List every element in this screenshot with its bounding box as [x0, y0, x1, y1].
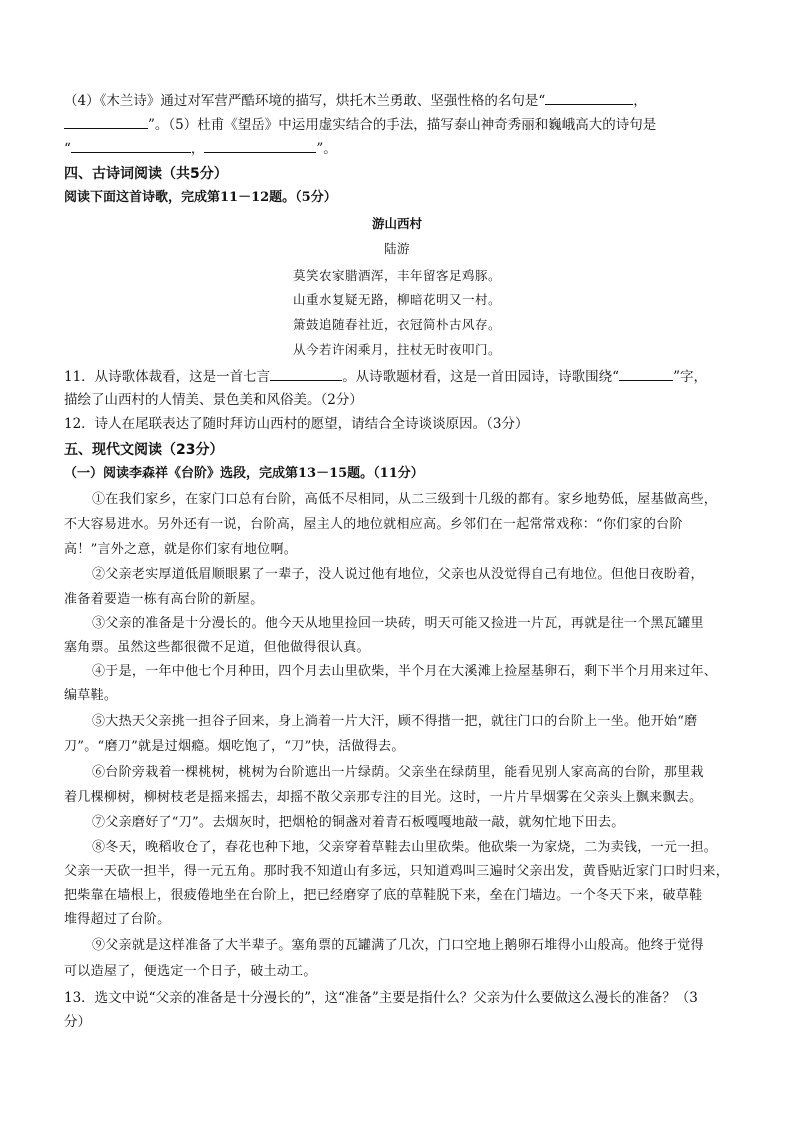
poem-line: 山重水复疑无路，柳暗花明又一村。 [292, 292, 501, 307]
passage-line: 塞角票。虽然这些都很微不足道，但他做得很认真。 [64, 640, 370, 655]
poem-author: 陆游 [383, 241, 410, 256]
passage-line: ⑥台阶旁栽着一棵桃树，桃树为台阶遮出一片绿荫。父亲坐在绿荫里，能看见别人家高高的台阶，那里栽 [92, 765, 704, 780]
q5-comma: ， [190, 141, 205, 157]
answer-blank[interactable] [545, 90, 633, 105]
q4-comma: ， [633, 93, 647, 109]
passage-line: 父亲一天砍一担半，得一元五角。那时我不知道山有多远，只知道鸡叫三遍时父亲出发，黄昏贴近家门口时归来， [64, 864, 730, 879]
passage-line: 刀”。“磨刀”就是过烟瘾。烟吃饱了，“刀”快，活做得去。 [64, 739, 405, 754]
passage-line: 着几棵柳树，柳树枝老是摇来摇去，却摇不散父亲那专注的目光。这时，一片片旱烟雾在父亲头上飘来飘去。 [64, 790, 703, 805]
question-11 [64, 366, 754, 387]
passage-line: ③父亲的准备是十分漫长的。他今天从地里捡回一块砖，明天可能又捡进一片瓦，再就是往一个黑瓦罐里 [92, 616, 704, 631]
poem-line: 莫笑农家腊酒浑，丰年留客足鸡豚。 [292, 268, 501, 283]
question-13: 13．选文中说“父亲的准备是十分漫长的”，这“准备”主要是指什么？父亲为什么要做这么漫长的准备？（3 [64, 990, 698, 1006]
section-4-heading: 四、古诗词阅读（共5分） [64, 166, 228, 182]
section-5-heading: 五、现代文阅读（23分） [64, 442, 224, 458]
answer-blank[interactable] [619, 366, 673, 381]
q5-line [64, 138, 754, 159]
answer-blank[interactable] [71, 138, 191, 153]
poem-line: 箫鼓追随春社近，衣冠简朴古风存。 [292, 317, 501, 332]
q5-text: ”。（5）杜甫《望岳》中运用虚实结合的手法，描写泰山神奇秀丽和巍峨高大的诗句是 [148, 117, 657, 133]
passage-line: 高！”言外之意，就是你们家有地位啊。 [64, 542, 298, 557]
passage-line: ⑤大热天父亲挑一担谷子回来，身上淌着一片大汗，顾不得揩一把，就往门口的台阶上一坐。他开始“磨 [92, 714, 698, 729]
q11-text: ”字， [673, 369, 707, 385]
passage-line: 准备着要造一栋有高台阶的新屋。 [64, 592, 264, 607]
section-5-sub-1: （一）阅读李森祥《台阶》选段，完成第13－15题。（11分） [64, 466, 424, 481]
quote-open: “ [64, 141, 71, 157]
answer-blank[interactable] [64, 114, 148, 129]
passage-line: 编草鞋。 [64, 688, 118, 703]
passage-line: ④于是，一年中他七个月种田，四个月去山里砍柴，半个月在大溪滩上捡屋基卵石，剩下半个月用来过年、 [92, 664, 718, 679]
question-13-cont: 分） [64, 1014, 91, 1030]
passage-line: ⑦父亲磨好了“刀”。去烟灰时，把烟枪的铜盏对着青石板嘎嘎地敲一敲，就匆忙地下田去。 [92, 815, 625, 830]
answer-blank[interactable] [204, 138, 316, 153]
passage-line: 堆得超过了台阶。 [64, 912, 171, 927]
q11-text: 。从诗歌题材看，这是一首田园诗，诗歌围绕“ [342, 369, 620, 385]
poem-line: 从今若许闲乘月，拄杖无时夜叩门。 [292, 342, 501, 357]
question-11-cont: 描绘了山西村的人情美、景色美和风俗美。（2分） [64, 392, 363, 408]
passage-line: ②父亲老实厚道低眉顺眼累了一辈子，没人说过他有地位，父亲也从没觉得自己有地位。但他日夜盼着， [92, 567, 704, 582]
q4-text: （4）《木兰诗》通过对军营严酷环境的描写，烘托木兰勇敢、坚强性格的名句是“ [64, 93, 546, 109]
answer-blank[interactable] [270, 366, 342, 381]
quote-close: ”。 [316, 141, 337, 157]
q4-line-2 [64, 114, 754, 135]
q11-text: 11．从诗歌体裁看，这是一首七言 [64, 369, 271, 385]
section-4-instruction: 阅读下面这首诗歌，完成第11－12题。（5分） [64, 190, 337, 205]
passage-line: 可以造屋了，便选定一个日子，破土动工。 [64, 964, 317, 979]
passage-line: ①在我们家乡，在家门口总有台阶，高低不尽相同，从二三级到十几级的都有。家乡地势低，屋基做高些， [92, 492, 718, 507]
passage-line: ⑨父亲就是这样准备了大半辈子。塞角票的瓦罐满了几次，门口空地上鹅卵石堆得小山般高。他终于觉得 [92, 938, 704, 953]
poem-title: 游山西村 [371, 216, 422, 231]
passage-line: 不大容易进水。另外还有一说，台阶高，屋主人的地位就相应高。乡邻们在一起常常戏称：“你们家的台阶 [64, 517, 683, 532]
passage-line: ⑧冬天，晚稻收仓了，春花也种下地，父亲穿着草鞋去山里砍柴。他砍柴一为家烧，二为卖钱，一元一担。 [92, 840, 718, 855]
passage-line: 把柴靠在墙根上，很疲倦地坐在台阶上，把已经磨穿了底的草鞋脱下来，垒在门墙边。一个冬天下来，破草鞋 [64, 888, 703, 903]
question-12: 12．诗人在尾联表达了随时拜访山西村的愿望，请结合全诗谈谈原因。（3分） [64, 416, 529, 432]
q4-line-1 [64, 90, 754, 111]
